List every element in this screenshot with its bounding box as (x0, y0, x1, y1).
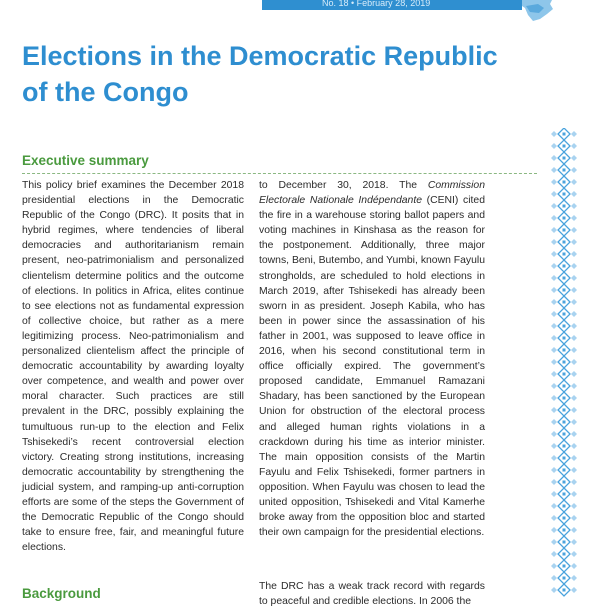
executive-summary-heading: Executive summary (22, 153, 149, 168)
title-line-1: Elections in the Democratic Republic (22, 41, 498, 71)
right-column-body: (CENI) cited the fire in a warehouse storing ballot papers and voting machines in Kinshasa as the reason for the postponement. Additionally, three major towns, Beni, Butembo, and Yumbi, known Fayulu strongholds, are scheduled to hold elections in March 2019, after Tshisekedi has already been sworn in as president. Joseph Kabila, who has been in power since the assassination of his father in 2001, was supposed to leave office in 2016, when his second constitutional term in office officially expired. The government’s proposed candidate, Emmanuel Ramazani Shadary, has been sanctioned by the European Union for obstruction of the electoral process and alleged human rights violations in a crackdown during his time as interior minister. The main opposition consists of the Martin Fayulu and Felix Tshisekedi, former partners in opposition. When Fayulu was chosen to lead the united opposition, Tshisekedi and Vital Kamerhe broke away from the opposition bloc and started their own campaign for the presidential elections. (259, 195, 485, 539)
document-title (22, 38, 542, 110)
summary-right-column-second-paragraph: The DRC has a weak track record with regards to peaceful and credible elections. In 2006 the (259, 581, 485, 608)
title-line-2: of the Congo (22, 77, 189, 107)
background-heading: Background (22, 586, 101, 601)
summary-right-column (259, 178, 485, 540)
section-divider (22, 173, 537, 174)
right-column-intro: to December 30, 2018. The (259, 180, 428, 191)
issue-number-date: No. 18 • February 28, 2019 (322, 0, 431, 8)
decorative-border-pattern (551, 128, 577, 600)
ceni-name: Commission Electorale Nationale Indépendante (259, 180, 485, 207)
africa-map-icon (522, 0, 562, 22)
summary-left-column: This policy brief examines the December 2018 presidential elections in the Democratic Republic of the Congo (DRC). It posits that in hybrid regimes, where tendencies of liberal democracies and authoritarianism remain present, neo-patrimonialism and personalized clientelism determine politics and the outcome of elections. In politics in Africa, elites continue to see elections not as fundamental expression of collective choice, but rather as a mere legitimizing process. Neo-patrimonialism and personalized clientelism affect the principle of democratic accountability by awarding loyalty over competence, and wealth and power over moral character. Such practices are still prevalent in the DRC, possibly explaining the tumultuous run-up to the election and Felix Tshisekedi’s recent controversial election victory. Creating strong institutions, increasing democratic accountability by strengthening the judicial system, and ramping-up anti-corruption efforts are some of the steps the Government of the Democratic Republic of the Congo should take to ensure free, fair, and meaningful future elections. (22, 180, 244, 554)
